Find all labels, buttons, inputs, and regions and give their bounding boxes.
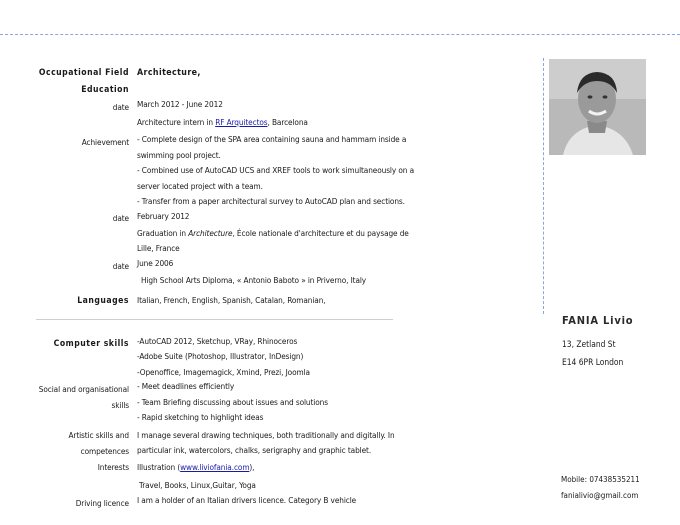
- top-dashed-border: [0, 34, 680, 35]
- portrait-image: [549, 59, 646, 155]
- social-skills-label-line2: skills: [111, 400, 129, 410]
- artistic-skills-label-line2: competences: [80, 446, 129, 456]
- interests-line1: [137, 462, 254, 473]
- computer-skills-label: Computer skills: [53, 339, 129, 349]
- social-skills-label-line1: Social and organisational: [38, 384, 129, 394]
- social-skill-item: - Team Briefing discussing about issues and solutions: [137, 397, 328, 407]
- social-skill-item: - Meet deadlines efficiently: [137, 381, 235, 391]
- interests-suffix: ),: [249, 462, 255, 472]
- profile-photo: [549, 59, 646, 155]
- mobile-number: Mobile: 07438535211: [561, 475, 640, 484]
- intern-suffix: , Barcelona: [267, 117, 308, 127]
- date-value: June 2006: [137, 258, 174, 268]
- date-label: date: [112, 102, 129, 112]
- high-school-line: High School Arts Diploma, « Antonio Baboto » in Priverno, Italy: [141, 275, 367, 285]
- interests-prefix: Illustration (: [137, 462, 181, 472]
- achievement-3: - Transfer from a paper architectural survey to AutoCAD plan and sections.: [137, 196, 405, 206]
- intern-line: [137, 117, 308, 128]
- artistic-line1: I manage several drawing techniques, both traditionally and digitally. In: [137, 430, 395, 440]
- section-divider: [36, 319, 393, 320]
- driving-licence-value: I am a holder of an Italian drivers licence. Category B vehicle: [137, 495, 357, 505]
- graduation-suffix: , École nationale d'architecture et du paysage de: [232, 228, 409, 238]
- vertical-dashed-divider: [543, 58, 544, 314]
- email-address[interactable]: fanialivio@gmail.com: [561, 491, 639, 500]
- graduation-field: Architecture: [188, 228, 233, 238]
- address-line1: 13, Zetland St: [562, 339, 616, 349]
- graduation-line2: Lille, France: [137, 243, 180, 253]
- date-label: date: [112, 213, 129, 223]
- graduation-line1: [137, 228, 409, 239]
- achievement-1-line2: swimming pool project.: [137, 150, 221, 160]
- education-label: Education: [81, 85, 129, 95]
- date-value: March 2012 - June 2012: [137, 99, 223, 109]
- portfolio-link[interactable]: www.liviofania.com: [180, 462, 250, 472]
- computer-skill-item: -Openoffice, Imagemagick, Xmind, Prezi, Joomla: [137, 367, 310, 377]
- occupational-field-value: Architecture,: [137, 68, 201, 78]
- interests-line2: Travel, Books, Linux,Guitar, Yoga: [139, 480, 256, 490]
- date-value: February 2012: [137, 211, 190, 221]
- languages-label: Languages: [77, 296, 129, 306]
- achievement-label: Achievement: [81, 137, 129, 147]
- address-line2: E14 6PR London: [562, 357, 624, 367]
- occupational-field-label: Occupational Field: [38, 68, 129, 78]
- interests-label: Interests: [97, 462, 129, 472]
- candidate-name: FANIA Livio: [562, 314, 634, 327]
- computer-skill-item: -AutoCAD 2012, Sketchup, VRay, Rhinoceros: [137, 336, 298, 346]
- intern-prefix: Architecture intern in: [137, 117, 216, 127]
- graduation-prefix: Graduation in: [137, 228, 189, 238]
- computer-skill-item: -Adobe Suite (Photoshop, Illustrator, InDesign): [137, 351, 304, 361]
- achievement-2-line2: server located project with a team.: [137, 181, 263, 191]
- achievement-1-line1: - Complete design of the SPA area containing sauna and hammam inside a: [137, 134, 407, 144]
- date-label: date: [112, 261, 129, 271]
- social-skill-item: - Rapid sketching to highlight ideas: [137, 412, 264, 422]
- artistic-skills-label-line1: Artistic skills and: [68, 430, 129, 440]
- artistic-line2: particular ink, watercolors, chalks, serigraphy and graphic tablet.: [137, 445, 372, 455]
- rf-arquitectos-link[interactable]: RF Arquitectos: [215, 117, 268, 127]
- driving-licence-label: Driving licence: [75, 498, 129, 508]
- achievement-2-line1: - Combined use of AutoCAD UCS and XREF tools to work simultaneously on a: [137, 165, 414, 175]
- languages-value: Italian, French, English, Spanish, Catalan, Romanian,: [137, 295, 326, 305]
